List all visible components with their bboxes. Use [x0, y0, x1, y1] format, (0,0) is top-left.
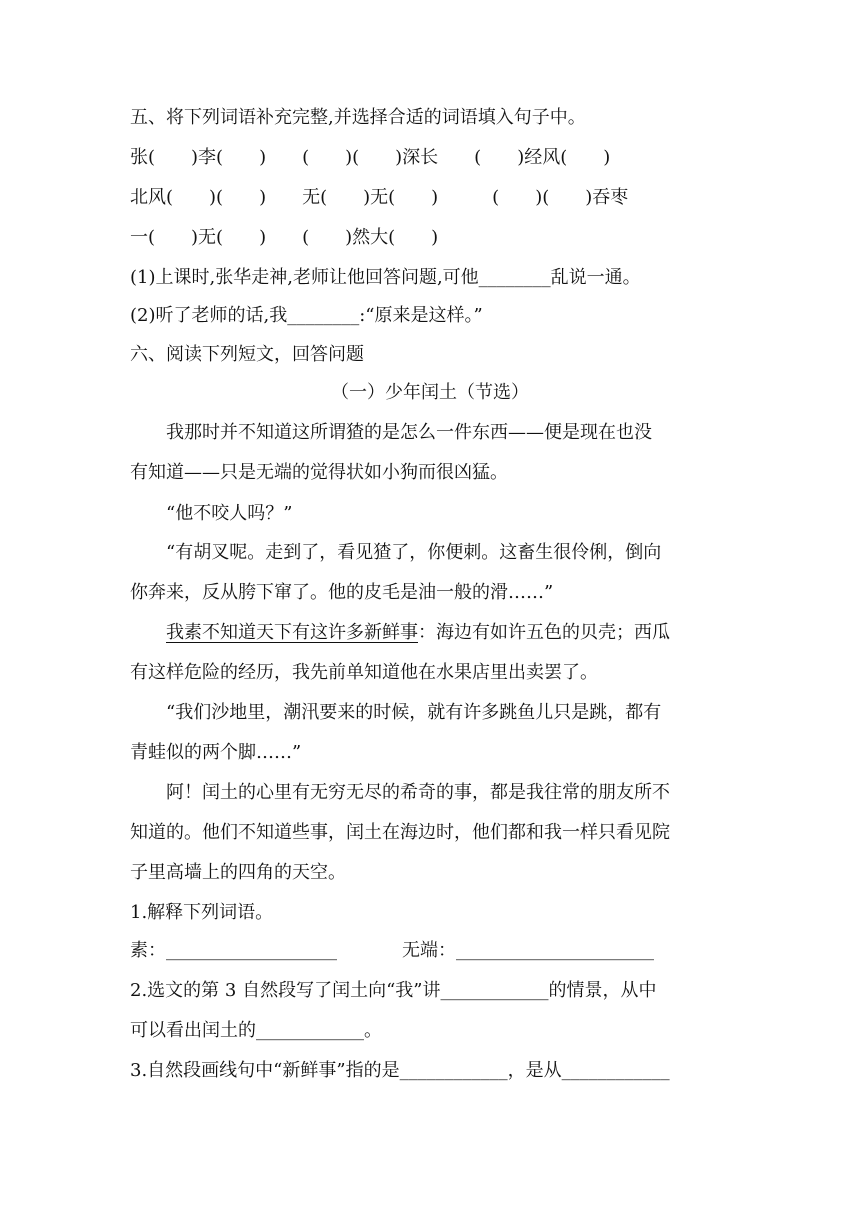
passage-title: （一）少年闰土（节选） [331, 382, 529, 403]
idiom-row-3: 一( )无( ) ( )然大( ) [130, 227, 439, 248]
paragraph-4-rest: ：海边有如许五色的贝壳；西瓜 [418, 622, 670, 643]
paragraph-1-line-1: 我那时并不知道这所谓猹的是怎么一件东西——便是现在也没 [130, 422, 652, 443]
question-1-blank-su: 素：___________________ [130, 940, 337, 961]
paragraph-4-line-2: 有这样危险的经历，我先前单知道他在水果店里出卖罢了。 [130, 662, 598, 683]
sentence-question-2: (2)听了老师的话,我________:“原来是这样。” [130, 305, 483, 326]
paragraph-6-line-1: 阿！闰土的心里有无穷无尽的希奇的事，都是我往常的朋友所不 [130, 782, 670, 803]
idiom-row-2: 北风( )( ) 无( )无( ) ( )( )吞枣 [130, 187, 629, 208]
question-1-blank-wuduan: 无端：______________________ [402, 940, 654, 961]
section6-heading: 六、阅读下列短文，回答问题 [130, 344, 364, 365]
paragraph-6-line-2: 知道的。他们不知道些事，闰土在海边时，他们都和我一样只看见院 [130, 822, 670, 843]
underlined-sentence: 我素不知道天下有这许多新鲜事 [166, 622, 418, 643]
paragraph-1-line-2: 有知道——只是无端的觉得状如小狗而很凶猛。 [130, 462, 508, 483]
section5-heading: 五、将下列词语补充完整,并选择合适的词语填入句子中。 [130, 107, 586, 128]
paragraph-5-line-2: 青蛙似的两个脚……” [130, 742, 302, 763]
paragraph-2: “他不咬人吗？” [130, 503, 293, 524]
paragraph-3-line-2: 你奔来，反从胯下窜了。他的皮毛是油一般的滑……” [130, 582, 554, 603]
paragraph-4-line-1 [130, 621, 670, 645]
question-3: 3.自然段画线句中“新鲜事”指的是____________，是从____________ [130, 1060, 670, 1081]
paragraph-3-line-1: “有胡叉呢。走到了，看见猹了，你便刺。这畜生很伶俐，倒向 [130, 542, 662, 563]
question-2-line-1: 2.选文的第 3 自然段写了闰土向“我”讲____________的情景，从中 [130, 980, 657, 1001]
paragraph-6-line-3: 子里高墙上的四角的天空。 [130, 862, 346, 883]
paragraph-5-line-1: “我们沙地里，潮汛要来的时候，就有许多跳鱼儿只是跳，都有 [130, 702, 662, 723]
question-2-line-2: 可以看出闰土的____________。 [130, 1020, 382, 1041]
sentence-question-1: (1)上课时,张华走神,老师让他回答问题,可他________乱说一通。 [130, 267, 641, 288]
idiom-row-1: 张( )李( ) ( )( )深长 ( )经风( ) [130, 147, 611, 168]
question-1: 1.解释下列词语。 [130, 902, 274, 923]
